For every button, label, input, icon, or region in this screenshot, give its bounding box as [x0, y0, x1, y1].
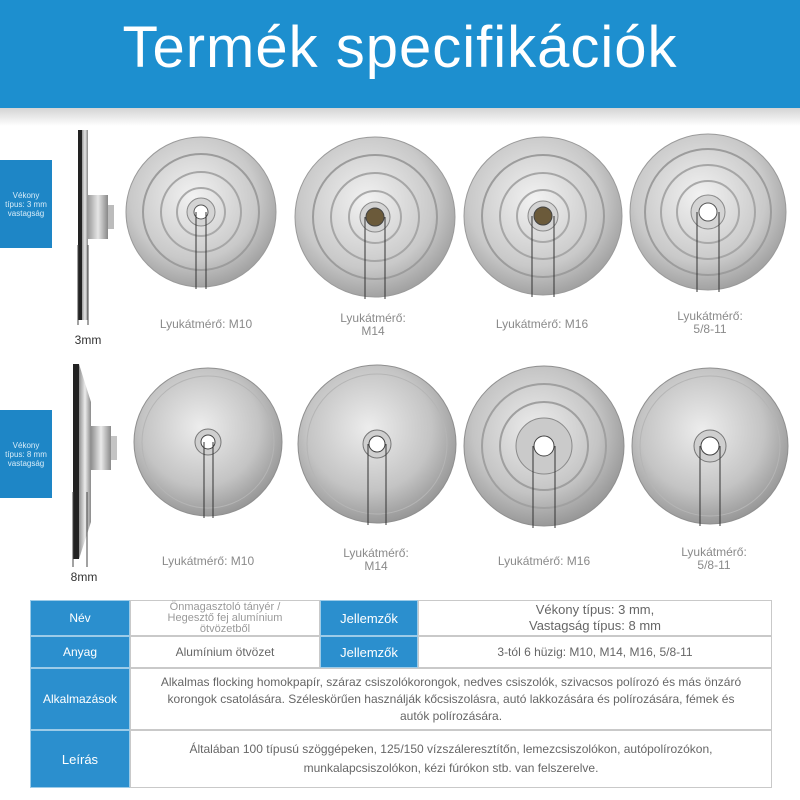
plate-image-m16-thick — [462, 364, 626, 528]
thickness-label-3mm: 3mm — [74, 333, 102, 347]
features-label-2: Jellemzők — [320, 636, 418, 668]
name-value: Önmagasztoló tányér / Hegesztő fej alumínium ötvözetből — [130, 600, 320, 636]
hole-label-m14-thin: Lyukátmérő: M14 — [340, 311, 406, 338]
hole-label-m14-thick: Lyukátmérő: M14 — [343, 546, 409, 573]
plate-image-m10-thick — [132, 366, 284, 518]
side-profile-3mm — [70, 125, 130, 325]
features-value-2: 3-tól 6 hüzig: M10, M14, M16, 5/8-11 — [418, 636, 772, 668]
features-value-1: Vékony típus: 3 mm, Vastagság típus: 8 mm — [418, 600, 772, 636]
hole-label-5-8-11-thick: Lyukátmérő: 5/8-11 — [681, 545, 747, 572]
plate-image-m10-thin — [124, 135, 278, 289]
header-banner — [0, 0, 800, 108]
thickness-label-8mm: 8mm — [70, 570, 98, 584]
thick-type-badge: Vékony típus: 8 mm vastagság — [0, 410, 52, 498]
applications-value: Alkalmas flocking homokpapír, száraz csiszolókorongok, nedves csiszolók, szivacsos polírozó és más önzáró korongok csatolására. Széleskörűen használják kőcsiszolásra, autó lakkozására és polírozására, fémek és autók polírozására. — [130, 668, 772, 730]
plate-image-m14-thin — [293, 135, 457, 299]
plate-image-5-8-11-thick — [630, 366, 790, 526]
plate-image-m14-thick — [296, 363, 458, 525]
hole-label-m10-thick: Lyukátmérő: M10 — [161, 554, 255, 568]
page-title: Termék specifikációk — [122, 15, 678, 80]
hole-label-m16-thick: Lyukátmérő: M16 — [497, 554, 591, 568]
description-label: Leírás — [30, 730, 130, 788]
side-profile-8mm — [65, 362, 125, 567]
spec-table — [30, 600, 772, 790]
hole-label-5-8-11-thin: Lyukátmérő: 5/8-11 — [677, 309, 743, 336]
material-value: Alumínium ötvözet — [130, 636, 320, 668]
hole-label-m16-thin: Lyukátmérő: M16 — [495, 317, 589, 331]
name-label: Név — [30, 600, 130, 636]
features-label-1: Jellemzők — [320, 600, 418, 636]
plate-image-m16-thin — [462, 135, 624, 297]
material-label: Anyag — [30, 636, 130, 668]
applications-label: Alkalmazások — [30, 668, 130, 730]
description-value: Általában 100 típusú szöggépeken, 125/150 vízszáleresztítőn, lemezcsiszolókon, autópolírozókon, munkalapcsiszolókon, kézi fúrókon stb. van felszerelve. — [130, 730, 772, 788]
hole-label-m10-thin: Lyukátmérő: M10 — [159, 317, 253, 331]
plate-image-5-8-11-thin — [628, 132, 788, 292]
thin-type-badge: Vékony típus: 3 mm vastagság — [0, 160, 52, 248]
header-shadow — [0, 108, 800, 126]
